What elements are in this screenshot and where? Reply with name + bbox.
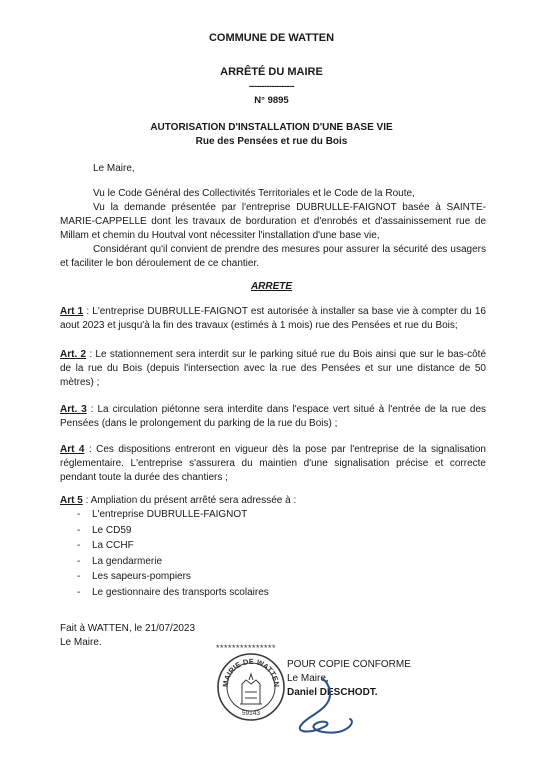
seal-icon xyxy=(216,652,286,722)
article-1 xyxy=(60,305,486,333)
article-text: : Ces dispositions entreront en vigueur dès la pose par l'entreprise de la signalisation réglementaire. L'entreprise s'assurera du maintien d'une signalisation précise et correcte pendant toute la durée des chantiers ; xyxy=(60,444,486,483)
recipients-list xyxy=(77,509,437,602)
mairie-seal xyxy=(216,652,286,722)
list-item: - La CCHF xyxy=(77,540,437,556)
handwritten-signature-icon xyxy=(290,675,365,745)
considerant: Considérant qu'il convient de prendre des mesures pour assurer la sécurité des usagers et faciliter le bon déroulement de ce chantier. xyxy=(60,244,486,269)
article-label: Art 5 xyxy=(60,495,83,506)
article-label: Art 1 xyxy=(60,306,84,317)
subject-subtitle: Rue des Pensées et rue du Bois xyxy=(195,136,348,147)
commune-name: COMMUNE DE WATTEN xyxy=(208,32,335,44)
signatory: Le Maire. xyxy=(60,637,102,648)
vu-demande: Vu la demande présentée par l'entreprise DUBRULLE-FAIGNOT basée à SAINTE-MARIE-CAPPELLE dont les travaux de borduration et d'enrobés et d'assainissement rue de Millam et chemin du Houtval vont nécessiter l'installation d'une base vie, xyxy=(60,202,486,241)
list-item: - Les sapeurs-pompiers xyxy=(77,571,437,587)
list-item: - L'entreprise DUBRULLE-FAIGNOT xyxy=(77,509,437,525)
subject-title: AUTORISATION D'INSTALLATION D'UNE BASE VIE xyxy=(150,122,393,133)
article-label: Art. 2 xyxy=(60,349,87,360)
certification-line1: POUR COPIE CONFORME xyxy=(287,659,411,670)
list-item: - Le gestionnaire des transports scolaires xyxy=(77,587,437,603)
article-5 xyxy=(60,494,486,508)
stamp-stars: *************** xyxy=(216,643,277,653)
article-4 xyxy=(60,443,486,485)
article-2 xyxy=(60,348,486,390)
article-text: : La circulation piétonne sera interdite dans l'espace vert situé à l'entrée de la rue des Pensées (dans le prolongement du parking de la rue du Bois) ; xyxy=(60,404,487,429)
list-item: - La gendarmerie xyxy=(77,556,437,572)
seal-postcode: 59143 xyxy=(241,710,261,717)
seal-ring-text: MAIRIE DE WATTEN xyxy=(220,656,282,688)
article-label: Art 4 xyxy=(60,444,85,455)
certification-line2: Le Maire, xyxy=(287,673,329,684)
list-item: - Le CD59 xyxy=(77,525,437,541)
arrete-title: ARRÊTÉ DU MAIRE xyxy=(220,66,323,78)
fait-a: Fait à WATTEN, le 21/07/2023 xyxy=(60,623,196,634)
separator: ------------------ xyxy=(249,81,294,91)
article-text: : Ampliation du présent arrêté sera adressée à : xyxy=(82,495,297,506)
salutation: Le Maire, xyxy=(93,163,135,174)
article-text: : Le stationnement sera interdit sur le parking situé rue du Bois ainsi que sur le bas-côté de la rue du Bois (depuis l'intersection avec la rue des Pensées et sur une distance de 50 mètres) ; xyxy=(60,349,487,388)
vu-code: Vu le Code Général des Collectivités Territoriales et le Code de la Route, xyxy=(93,188,415,199)
article-3 xyxy=(60,403,486,431)
article-text: : L'entreprise DUBRULLE-FAIGNOT est autorisée à installer sa base vie à compter du 16 aout 2023 et jusqu'à la fin des travaux (estimés à 1 mois) rue des Pensées et rue du Bois; xyxy=(60,306,486,331)
arrete-number: N° 9895 xyxy=(254,95,289,106)
arrete-heading: ARRETE xyxy=(250,281,293,292)
article-label: Art. 3 xyxy=(60,404,87,415)
certification-name: Daniel DESCHODT. xyxy=(287,687,378,698)
